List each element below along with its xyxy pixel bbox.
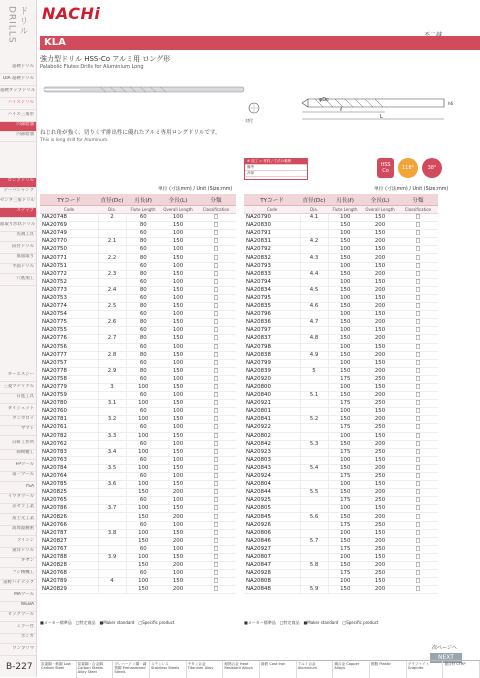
table-row: NA20832 4.3 150 200 □ xyxy=(244,254,438,262)
sidebar-item[interactable]: 超硬タップドリル xyxy=(0,88,36,98)
table-row: NA20792 100 150 □ xyxy=(244,246,438,254)
col-class: 分類 xyxy=(196,194,236,206)
table-row: NA20795 100 150 □ xyxy=(244,294,438,302)
table-row: NA20767 60 100 □ xyxy=(40,545,236,553)
sidebar-item[interactable]: タンガロイ xyxy=(0,416,36,426)
table-row: NA20825 150 200 □ xyxy=(40,489,236,497)
material-cell: 耐熱合金 Heat Resistant Alloys xyxy=(223,661,260,678)
table-row: NA20756 60 100 □ xyxy=(40,343,236,351)
table-row: NA20791 100 150 □ xyxy=(244,230,438,238)
col-flute: 刃長(ℓ) xyxy=(328,194,362,206)
col-code: TYコード xyxy=(244,194,300,206)
table-row: NA20826 150 200 □ xyxy=(40,513,236,521)
table-row: NA20923 175 250 □ xyxy=(244,448,438,456)
materials-strip xyxy=(40,660,480,678)
sidebar-item[interactable]: 三菱マテリアル xyxy=(0,384,36,394)
table-row: NA20798 100 150 □ xyxy=(244,343,438,351)
sidebar-item[interactable]: オーエスジー xyxy=(0,372,36,382)
legend-row: 冷却 xyxy=(245,171,307,177)
table-row: NA20922 175 250 □ xyxy=(244,424,438,432)
end-view-label: 対付 xyxy=(245,118,253,123)
table-row: NA20768 60 100 □ xyxy=(40,570,236,578)
material-cell: 炭素鋼・合金鋼 Carbon Steels Alloy Steel xyxy=(77,661,114,678)
table-row: NA20748 2 60 100 □ xyxy=(40,214,236,222)
table-header-row xyxy=(244,194,438,206)
table-row: NA20751 60 100 □ xyxy=(40,262,236,270)
table-row: NA20844 5.5 150 200 □ xyxy=(244,489,438,497)
footnote-left: ■メーカー標準品 □特定商品 ■Maker standard □Specific product xyxy=(40,620,175,625)
table-row: NA20842 5.3 150 200 □ xyxy=(244,440,438,448)
spec-table-right xyxy=(244,194,438,594)
sidebar-item[interactable]: 高周波精密 xyxy=(0,526,36,536)
table-row: NA20830 150 200 □ xyxy=(244,222,438,230)
sidebar-item[interactable]: 段付ドリル xyxy=(0,244,36,254)
col-flute: 刃長(ℓ) xyxy=(126,194,160,206)
table-subheader-row: Code Dia. Flute Length Overall Length Classification xyxy=(40,206,236,214)
table-row: NA20770 2.1 80 150 □ xyxy=(40,238,236,246)
material-cell: アルミ合金 Aluminium xyxy=(297,661,334,678)
product-title-jp: 強力型ドリル HSS-Co アルミ用 ロング形 xyxy=(40,55,171,63)
drill-side-view-icon xyxy=(44,87,244,92)
table-row: NA20921 175 250 □ xyxy=(244,400,438,408)
table-row: NA20769 80 150 □ xyxy=(40,222,236,230)
table-row: NA20924 175 250 □ xyxy=(244,473,438,481)
table-row: NA20765 60 100 □ xyxy=(40,497,236,505)
sidebar-item[interactable]: MAツール xyxy=(0,592,36,602)
sidebar-item[interactable]: イワタツール xyxy=(0,494,36,504)
sidebar-item[interactable]: 東洋ドリル xyxy=(0,548,36,558)
sidebar-item[interactable]: ハイスドリル xyxy=(0,100,36,110)
table-row: NA20781 3.2 100 150 □ xyxy=(40,416,236,424)
table-row: NA20805 100 150 □ xyxy=(244,505,438,513)
table-row: NA20772 2.3 80 150 □ xyxy=(40,270,236,278)
sidebar-item[interactable]: 超硬ドリル xyxy=(0,64,36,74)
material-cell: 複合材 CFRP xyxy=(443,661,480,678)
product-title-en: Palabolic Flutes Drills for Aluminium Long xyxy=(40,64,144,70)
table-row: NA20752 60 100 □ xyxy=(40,278,236,286)
table-row: NA20777 2.8 80 150 □ xyxy=(40,351,236,359)
table-row: NA20800 100 150 □ xyxy=(244,383,438,391)
shank-tol-label: h6 xyxy=(448,101,454,106)
table-row: NA20784 3.5 100 150 □ xyxy=(40,464,236,472)
col-class: 分類 xyxy=(398,194,438,206)
table-row: NA20779 3 100 150 □ xyxy=(40,383,236,391)
table-row: NA20802 100 150 □ xyxy=(244,432,438,440)
sidebar-item[interactable]: ワンブリマ xyxy=(0,646,36,656)
units-left: 単位 (寸法mm) / Unit (Size:mm) xyxy=(158,187,233,192)
table-row: NA20928 175 250 □ xyxy=(244,570,438,578)
col-code: TYコード xyxy=(40,194,98,206)
table-row: NA20836 4.7 150 200 □ xyxy=(244,319,438,327)
description-jp: ねじれ角が強く、切りくず排出性に優れたアルミ専用ロングドリルです。 xyxy=(40,130,221,136)
table-row: NA20760 60 100 □ xyxy=(40,408,236,416)
table-row: NA20920 175 250 □ xyxy=(244,375,438,383)
drill-illustration xyxy=(40,78,480,124)
overall-length-label: L xyxy=(380,114,383,120)
sidebar-item[interactable]: 内部給油 xyxy=(0,122,36,132)
sidebar-item[interactable]: ダイジェット xyxy=(0,406,36,416)
legend-row: ※ 加工 = 材料 / 寸法の範囲 xyxy=(245,159,307,165)
sidebar-item[interactable]: 岡崎精工 xyxy=(0,450,36,460)
sidebar-item[interactable]: 先端工具 xyxy=(0,232,36,242)
col-dia: 直径(Dc) xyxy=(98,194,126,206)
sidebar-item[interactable]: FPツール xyxy=(0,462,36,472)
sidebar-item[interactable]: アイシン xyxy=(0,538,36,548)
table-row: NA20774 2.5 80 150 □ xyxy=(40,303,236,311)
legend-row: 備考 xyxy=(245,165,307,171)
sidebar-item[interactable]: 京セラ工業 xyxy=(0,504,36,514)
col-dia: 直径(Dc) xyxy=(300,194,328,206)
table-row: NA20799 100 150 □ xyxy=(244,359,438,367)
table-subheader-row: Code Dia. Flute Length Overall Length Classification xyxy=(244,206,438,214)
table-row: NA20758 60 100 □ xyxy=(40,375,236,383)
flute-length-label: ℓ xyxy=(340,107,343,113)
footnote-right: ■メーカー標準品 □特定商品 ■Maker standard □Specific product xyxy=(244,620,379,625)
table-row: NA20755 60 100 □ xyxy=(40,327,236,335)
sidebar-item[interactable]: 前野ハイテック xyxy=(0,580,36,590)
table-row: NA20782 3.3 100 150 □ xyxy=(40,432,236,440)
material-cell: 炭素鋼・軟鋼 Low Carbon Steel xyxy=(40,661,77,678)
table-row: NA20749 60 100 □ xyxy=(40,230,236,238)
table-row: NA20780 3.1 100 150 □ xyxy=(40,400,236,408)
col-overall: 全長(L) xyxy=(362,194,398,206)
table-row: NA20838 4.9 150 200 □ xyxy=(244,351,438,359)
sidebar-item[interactable]: 内部給油 xyxy=(0,132,36,142)
description-en: This is long drill for Aluminum. xyxy=(40,138,109,143)
helix-angle-badge: 38° xyxy=(422,158,442,178)
table-row: NA20771 2.2 80 150 □ xyxy=(40,254,236,262)
next-button[interactable]: NEXT xyxy=(430,653,462,663)
material-cell: 銅合金 Copper Alloys xyxy=(333,661,370,678)
series-title: KLA xyxy=(44,37,66,48)
table-row: NA20762 60 100 □ xyxy=(40,440,236,448)
material-cell: プレハードン鋼・調質鋼 Prehardened Steels xyxy=(113,661,150,678)
material-cell: 鋳鉄 Cast Iron xyxy=(260,661,297,678)
table-row: NA20841 5.2 150 200 □ xyxy=(244,416,438,424)
table-row: NA20829 150 200 □ xyxy=(40,586,236,594)
table-row: NA20759 60 100 □ xyxy=(40,392,236,400)
units-right: 単位 (寸法mm) / Unit (Size:mm) xyxy=(374,187,449,192)
table-row: NA20804 100 150 □ xyxy=(244,481,438,489)
table-row: NA20807 100 150 □ xyxy=(244,553,438,561)
diameter-label: φDc xyxy=(319,97,329,103)
page-number: B-227 xyxy=(6,662,33,672)
table-row: NA20775 2.6 80 150 □ xyxy=(40,319,236,327)
table-row: NA20773 2.4 80 150 □ xyxy=(40,286,236,294)
table-row: NA20831 4.2 150 200 □ xyxy=(244,238,438,246)
material-cell: ステンレス Stainless Steels xyxy=(150,661,187,678)
drill-end-view-icon xyxy=(249,103,259,113)
next-page-label: 次ページへ xyxy=(432,645,457,651)
table-row: NA20789 4 100 150 □ xyxy=(40,578,236,586)
sidebar-item[interactable]: DIA 超硬ドリル xyxy=(0,76,36,86)
table-row: NA20783 3.4 100 150 □ xyxy=(40,448,236,456)
sidebar-item[interactable]: 平面ドリル xyxy=(0,264,36,274)
table-row: NA20845 5.6 150 200 □ xyxy=(244,513,438,521)
table-row: NA20793 100 150 □ xyxy=(244,262,438,270)
sidebar-item[interactable]: 日進工具 xyxy=(0,394,36,404)
table-header-row xyxy=(40,194,236,206)
spec-table-left xyxy=(40,194,236,594)
sidebar-item[interactable]: 穴底加工 xyxy=(0,276,36,286)
sidebar-item[interactable]: ハイス三角形 xyxy=(0,112,36,122)
table-row: NA20761 60 100 □ xyxy=(40,424,236,432)
table-row: NA20843 5.4 150 200 □ xyxy=(244,464,438,472)
material-badge: HSS Co xyxy=(377,158,394,178)
table-row: NA20753 60 100 □ xyxy=(40,294,236,302)
material-cell: グラファイト Graphite xyxy=(407,661,444,678)
table-row: NA20757 60 100 □ xyxy=(40,359,236,367)
table-row: NA20833 4.4 150 200 □ xyxy=(244,270,438,278)
table-row: NA20835 4.6 150 200 □ xyxy=(244,303,438,311)
table-row: NA20840 5.1 150 200 □ xyxy=(244,392,438,400)
table-row: NA20847 5.8 150 200 □ xyxy=(244,562,438,570)
sidebar-item[interactable]: ギヤン xyxy=(0,558,36,568)
sidebar-item[interactable]: YSA xyxy=(0,484,36,494)
table-row: NA20796 100 150 □ xyxy=(244,311,438,319)
table-row: NA20925 175 250 □ xyxy=(244,497,438,505)
table-row: NA20926 175 250 □ xyxy=(244,521,438,529)
table-row: NA20803 100 150 □ xyxy=(244,456,438,464)
point-angle-badge: 118° xyxy=(398,158,418,178)
table-row: NA20846 5.7 150 200 □ xyxy=(244,537,438,545)
sidebar-item[interactable]: 富士元工業 xyxy=(0,516,36,526)
table-row: NA20766 60 100 □ xyxy=(40,521,236,529)
material-cell: チタン合金 Titanium Alloy xyxy=(187,661,224,678)
sidebar-title: ドリル DRILLS xyxy=(6,6,28,44)
sidebar-item[interactable]: WEBA xyxy=(0,602,36,612)
sidebar-item[interactable]: ビックツール xyxy=(0,612,36,622)
table-row: NA20778 2.9 80 150 □ xyxy=(40,367,236,375)
table-row: NA20788 3.9 100 150 □ xyxy=(40,553,236,561)
table-row: NA20790 4.1 100 150 □ xyxy=(244,214,438,222)
brand-logo: NACHi xyxy=(42,4,101,23)
sidebar-item[interactable]: テーパシャンク xyxy=(0,188,36,198)
table-row: NA20785 3.6 100 150 □ xyxy=(40,481,236,489)
sidebar-item[interactable]: センタ三角ドリル xyxy=(0,198,36,208)
table-row: NA20794 100 150 □ xyxy=(244,278,438,286)
sidebar-item[interactable]: 皿面取り xyxy=(0,254,36,264)
table-row: NA20754 60 100 □ xyxy=(40,311,236,319)
material-cell: 樹脂 Plastic xyxy=(370,661,407,678)
sidebar-item[interactable]: ボンガ xyxy=(0,634,36,644)
col-overall: 全長(L) xyxy=(160,194,196,206)
sidebar-item[interactable]: ヤマト xyxy=(0,426,36,436)
table-row: NA20776 2.7 80 150 □ xyxy=(40,335,236,343)
table-row: NA20806 100 150 □ xyxy=(244,529,438,537)
sidebar-item[interactable]: 日研工作所 xyxy=(0,440,36,450)
table-row: NA20808 100 150 □ xyxy=(244,578,438,586)
table-row: NA20763 60 100 □ xyxy=(40,456,236,464)
table-row: NA20848 5.9 150 200 □ xyxy=(244,586,438,594)
table-row: NA20927 175 250 □ xyxy=(244,545,438,553)
sidebar-item[interactable]: ステップ xyxy=(0,208,36,218)
condition-legend xyxy=(244,158,308,180)
table-row: NA20750 60 100 □ xyxy=(40,246,236,254)
table-row: NA20764 60 100 □ xyxy=(40,473,236,481)
sidebar-item[interactable]: ロングドリル xyxy=(0,178,36,188)
table-row: NA20837 4.8 150 200 □ xyxy=(244,335,438,343)
sidebar-item[interactable]: フジ精機工 xyxy=(0,570,36,580)
table-row: NA20787 3.8 100 150 □ xyxy=(40,529,236,537)
series-bar xyxy=(40,36,480,50)
sidebar-item[interactable]: 第一ツール xyxy=(0,472,36,482)
table-row: NA20834 4.5 150 200 □ xyxy=(244,286,438,294)
table-row: NA20786 3.7 100 150 □ xyxy=(40,505,236,513)
sidebar-item[interactable]: ミラー社 xyxy=(0,624,36,634)
table-row: NA20801 100 150 □ xyxy=(244,408,438,416)
table-row: NA20839 5 150 200 □ xyxy=(244,367,438,375)
table-row: NA20827 150 200 □ xyxy=(40,537,236,545)
table-row: NA20828 150 200 □ xyxy=(40,562,236,570)
table-row: NA20797 100 150 □ xyxy=(244,327,438,335)
sidebar-item[interactable]: 面取り形状ドリル xyxy=(0,222,36,232)
